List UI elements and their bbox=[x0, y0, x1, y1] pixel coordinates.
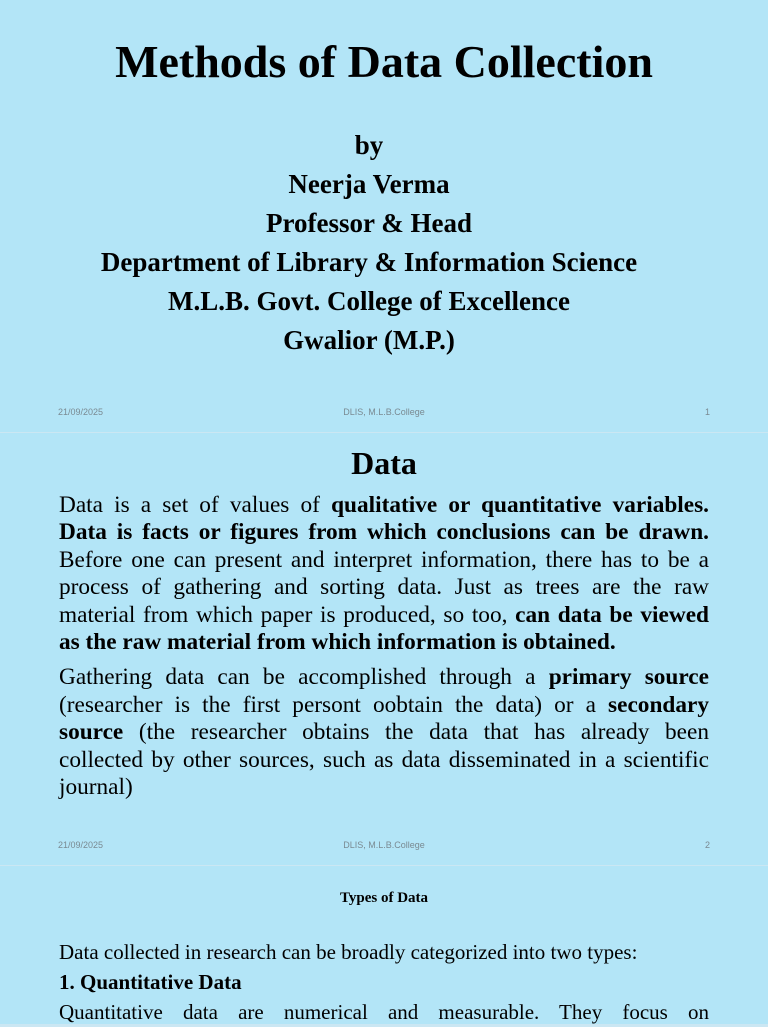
author-name: Neerja Verma bbox=[288, 169, 450, 199]
bold-run: qualitative or quantitative variables. Data is facts or figures from which conclusions can be drawn. bbox=[59, 492, 710, 546]
text-run: (the researcher obtains the data that has already been collected by other sources, such as data disseminated in a scientific journal) bbox=[59, 719, 709, 801]
paragraph-sources bbox=[59, 664, 709, 801]
by-line: by bbox=[354, 130, 384, 160]
text-run: (researcher is the first persont oobtain the data) or a bbox=[59, 691, 609, 718]
footer-date: 21/09/2025 bbox=[58, 840, 104, 850]
bold-run: secondary source bbox=[59, 691, 709, 746]
text-run: Gathering data can be accomplished through a bbox=[59, 664, 549, 691]
slide-1 bbox=[0, 0, 768, 432]
paragraph-definition bbox=[59, 492, 709, 656]
author-block bbox=[0, 126, 738, 360]
text-run: Data is a set of values of bbox=[59, 492, 332, 518]
slide-2-footer bbox=[0, 840, 768, 852]
footer-date: 21/09/2025 bbox=[58, 407, 104, 417]
slide-2-body bbox=[59, 492, 709, 809]
author-college: M.L.B. Govt. College of Excellence bbox=[168, 286, 570, 316]
bold-run: primary source bbox=[548, 664, 709, 691]
intro-text: Data collected in research can be broadly categorized into two types: bbox=[59, 940, 638, 964]
author-designation: Professor & Head bbox=[266, 208, 472, 238]
footer-center: DLIS, M.L.B.College bbox=[343, 840, 425, 850]
footer-page-number: 2 bbox=[704, 840, 710, 850]
slide-2 bbox=[0, 433, 768, 865]
slide-1-footer bbox=[0, 407, 768, 419]
slide-1-title: Methods of Data Collection bbox=[115, 36, 653, 87]
slide-2-title: Data bbox=[351, 445, 417, 481]
bold-run: can data be viewed as the raw material from which information is obtained. bbox=[59, 601, 709, 656]
footer-center: DLIS, M.L.B.College bbox=[343, 407, 425, 417]
section-heading bbox=[59, 967, 709, 997]
author-location: Gwalior (M.P.) bbox=[283, 325, 455, 355]
partial-paragraph: Quantitative data are numerical and measurable. They focus on bbox=[59, 1000, 709, 1024]
bold-run: 1. Quantitative Data bbox=[59, 970, 242, 994]
author-department: Department of Library & Information Science bbox=[100, 247, 638, 277]
slide-3-title: Types of Data bbox=[339, 890, 429, 906]
footer-page-number: 1 bbox=[704, 407, 710, 417]
text-run: Before one can present and interpret information, there has to be a process of gathering and sorting data. Just as trees are the raw material from which paper is produced, so too, bbox=[59, 546, 709, 628]
slide-3 bbox=[0, 866, 768, 1024]
slide-3-body bbox=[59, 937, 709, 1027]
